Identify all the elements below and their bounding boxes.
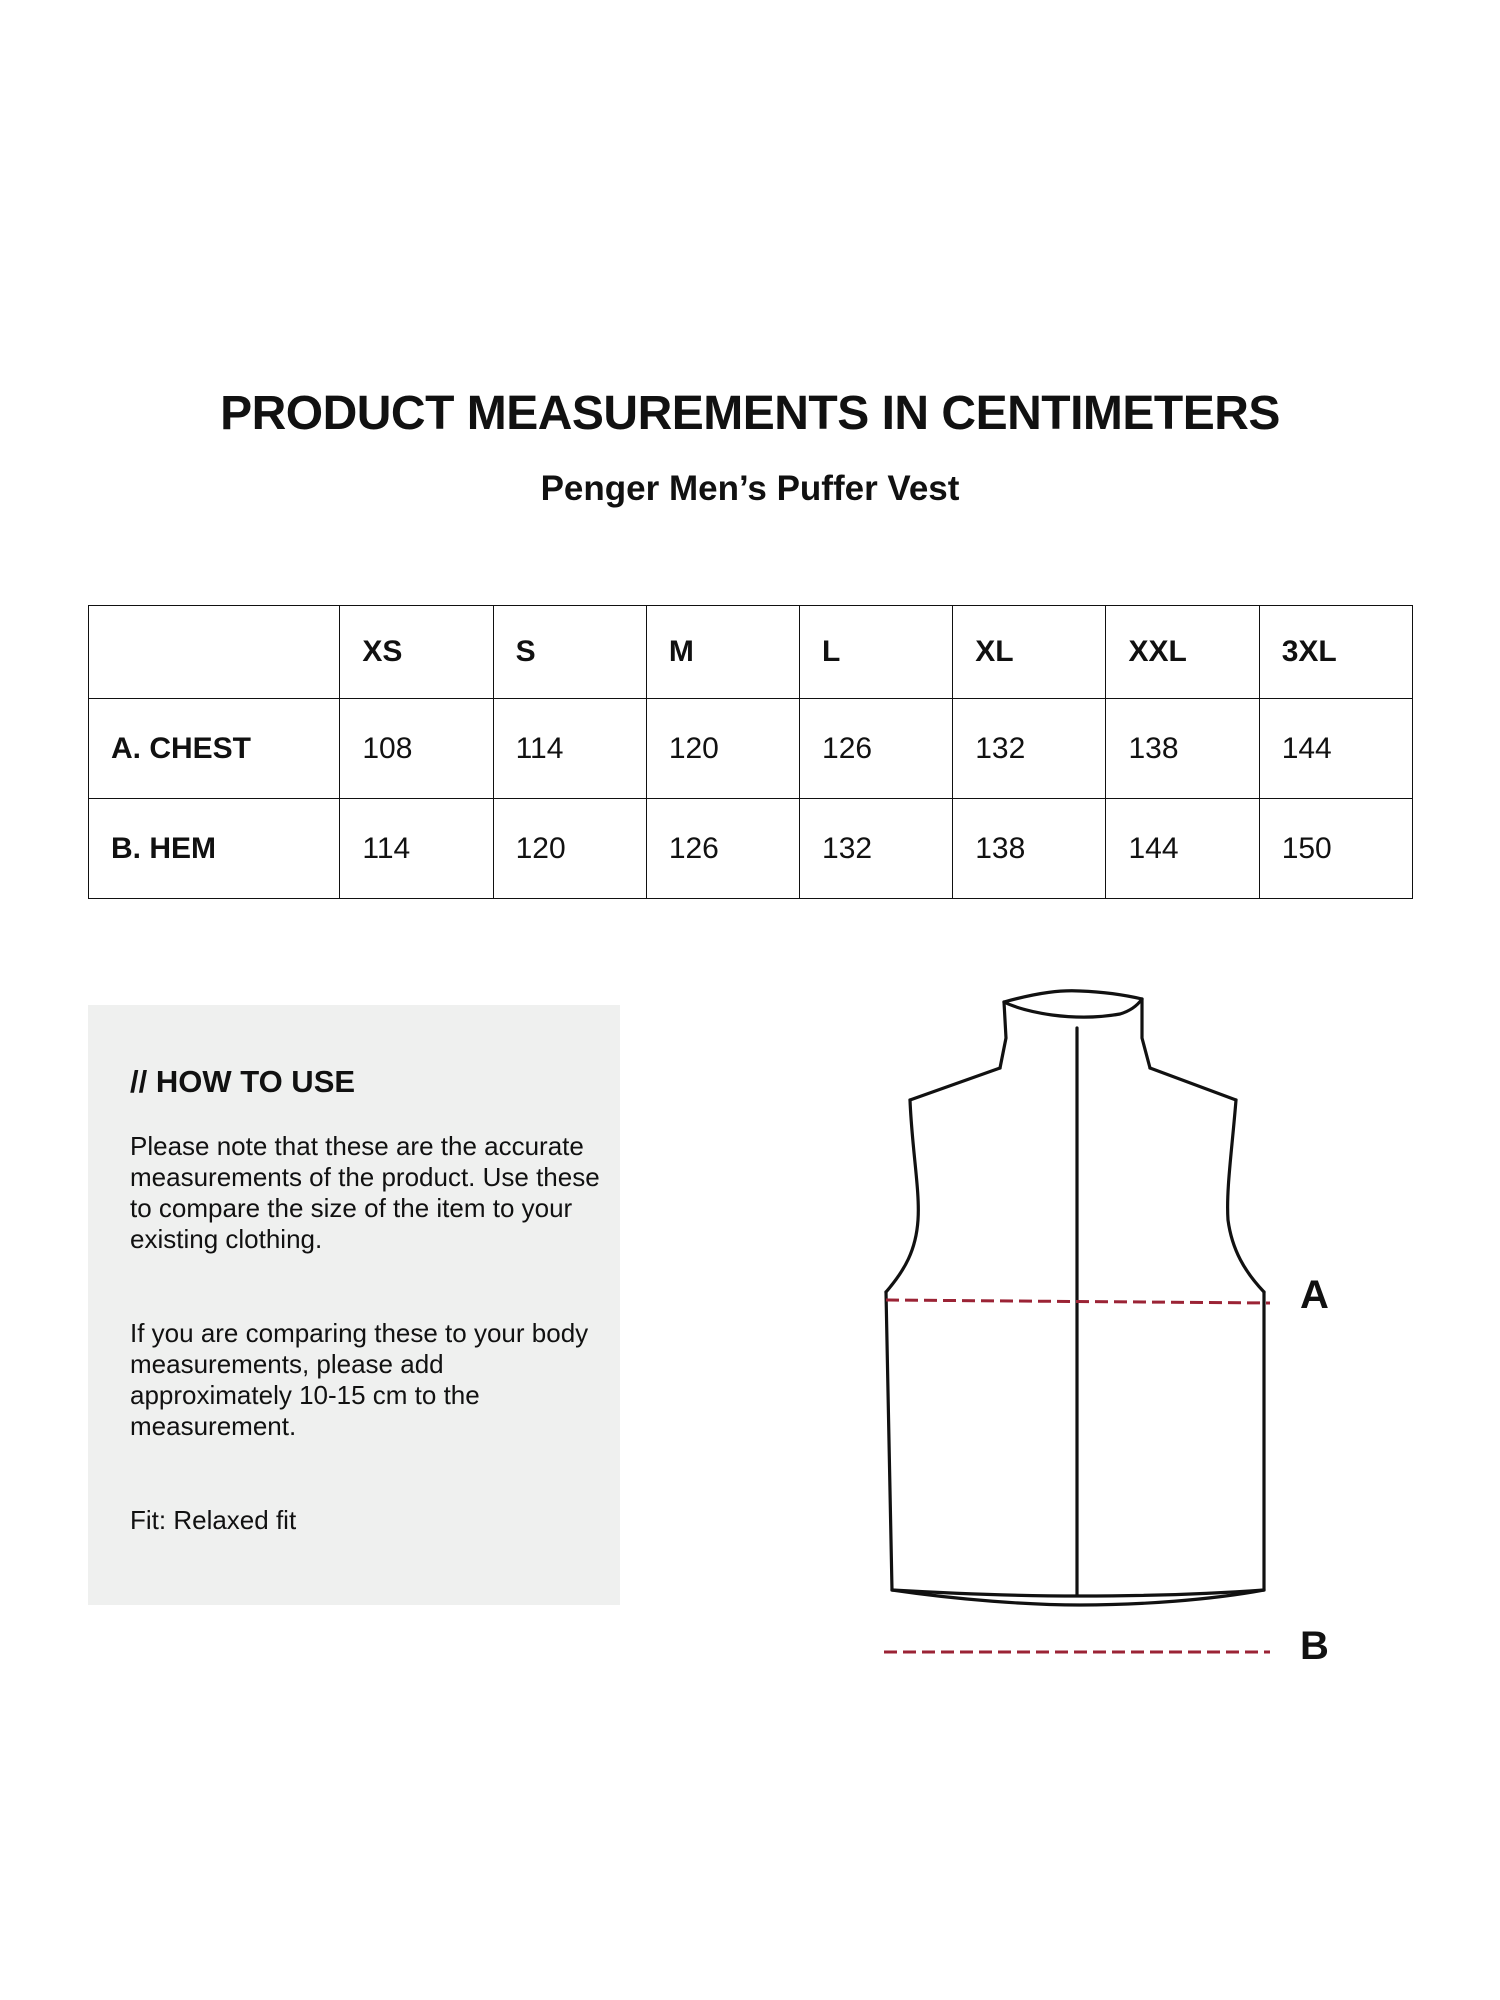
hem-marker-label: B	[1300, 1624, 1329, 1668]
row-label: A. CHEST	[89, 699, 340, 799]
table-cell: 126	[646, 799, 799, 899]
product-name: Penger Men’s Puffer Vest	[540, 469, 960, 508]
table-cell: 114	[493, 699, 646, 799]
how-to-use-paragraph: Please note that these are the accurate measurements of the product. Use these to compare the size of the item to your existing clothing.	[130, 1131, 600, 1254]
table-cell: 144	[1259, 699, 1412, 799]
table-header-cell: M	[646, 606, 799, 699]
table-cell: 120	[646, 699, 799, 799]
collar-right-side	[1142, 999, 1150, 1068]
table-cell: 120	[493, 799, 646, 899]
table-cell: 126	[800, 699, 953, 799]
how-to-use-panel	[88, 1005, 620, 1605]
left-armhole	[886, 1100, 918, 1292]
left-shoulder	[910, 1068, 1000, 1100]
table-cell: 138	[1106, 699, 1259, 799]
chest-measure-line	[886, 1300, 1270, 1303]
table-header-cell: XS	[340, 606, 493, 699]
table-header-cell: S	[493, 606, 646, 699]
table-header-row	[89, 606, 1413, 699]
page-title: PRODUCT MEASUREMENTS IN CENTIMETERS	[220, 387, 1280, 440]
table-header-cell: 3XL	[1259, 606, 1412, 699]
table-header-cell: XXL	[1106, 606, 1259, 699]
collar-top	[1004, 991, 1142, 1002]
table-row	[89, 799, 1413, 899]
chest-marker-label: A	[1300, 1273, 1329, 1317]
table-cell: 144	[1106, 799, 1259, 899]
right-armhole	[1228, 1100, 1264, 1292]
table-cell: 114	[340, 799, 493, 899]
table-row	[89, 699, 1413, 799]
how-to-use-paragraph: If you are comparing these to your body measurements, please add approximately 10-15 cm to the measurement.	[130, 1318, 589, 1441]
table-cell: 108	[340, 699, 493, 799]
row-label: B. HEM	[89, 799, 340, 899]
table-header-cell	[89, 606, 340, 699]
left-side-seam	[886, 1292, 892, 1590]
table-header-cell: XL	[953, 606, 1106, 699]
collar-left-side	[1000, 1002, 1006, 1068]
hem-edge	[892, 1590, 1264, 1605]
how-to-use-title: // HOW TO USE	[130, 1064, 356, 1099]
table-cell: 150	[1259, 799, 1412, 899]
hem-inner-edge	[892, 1590, 1264, 1596]
fit-note: Fit: Relaxed fit	[130, 1505, 297, 1535]
vest-outline	[886, 991, 1264, 1605]
right-shoulder	[1150, 1068, 1236, 1100]
table-cell: 132	[800, 799, 953, 899]
collar-band	[1004, 999, 1142, 1017]
table-cell: 138	[953, 799, 1106, 899]
table-header-cell: L	[800, 606, 953, 699]
size-table	[88, 605, 1413, 899]
table-cell: 132	[953, 699, 1106, 799]
